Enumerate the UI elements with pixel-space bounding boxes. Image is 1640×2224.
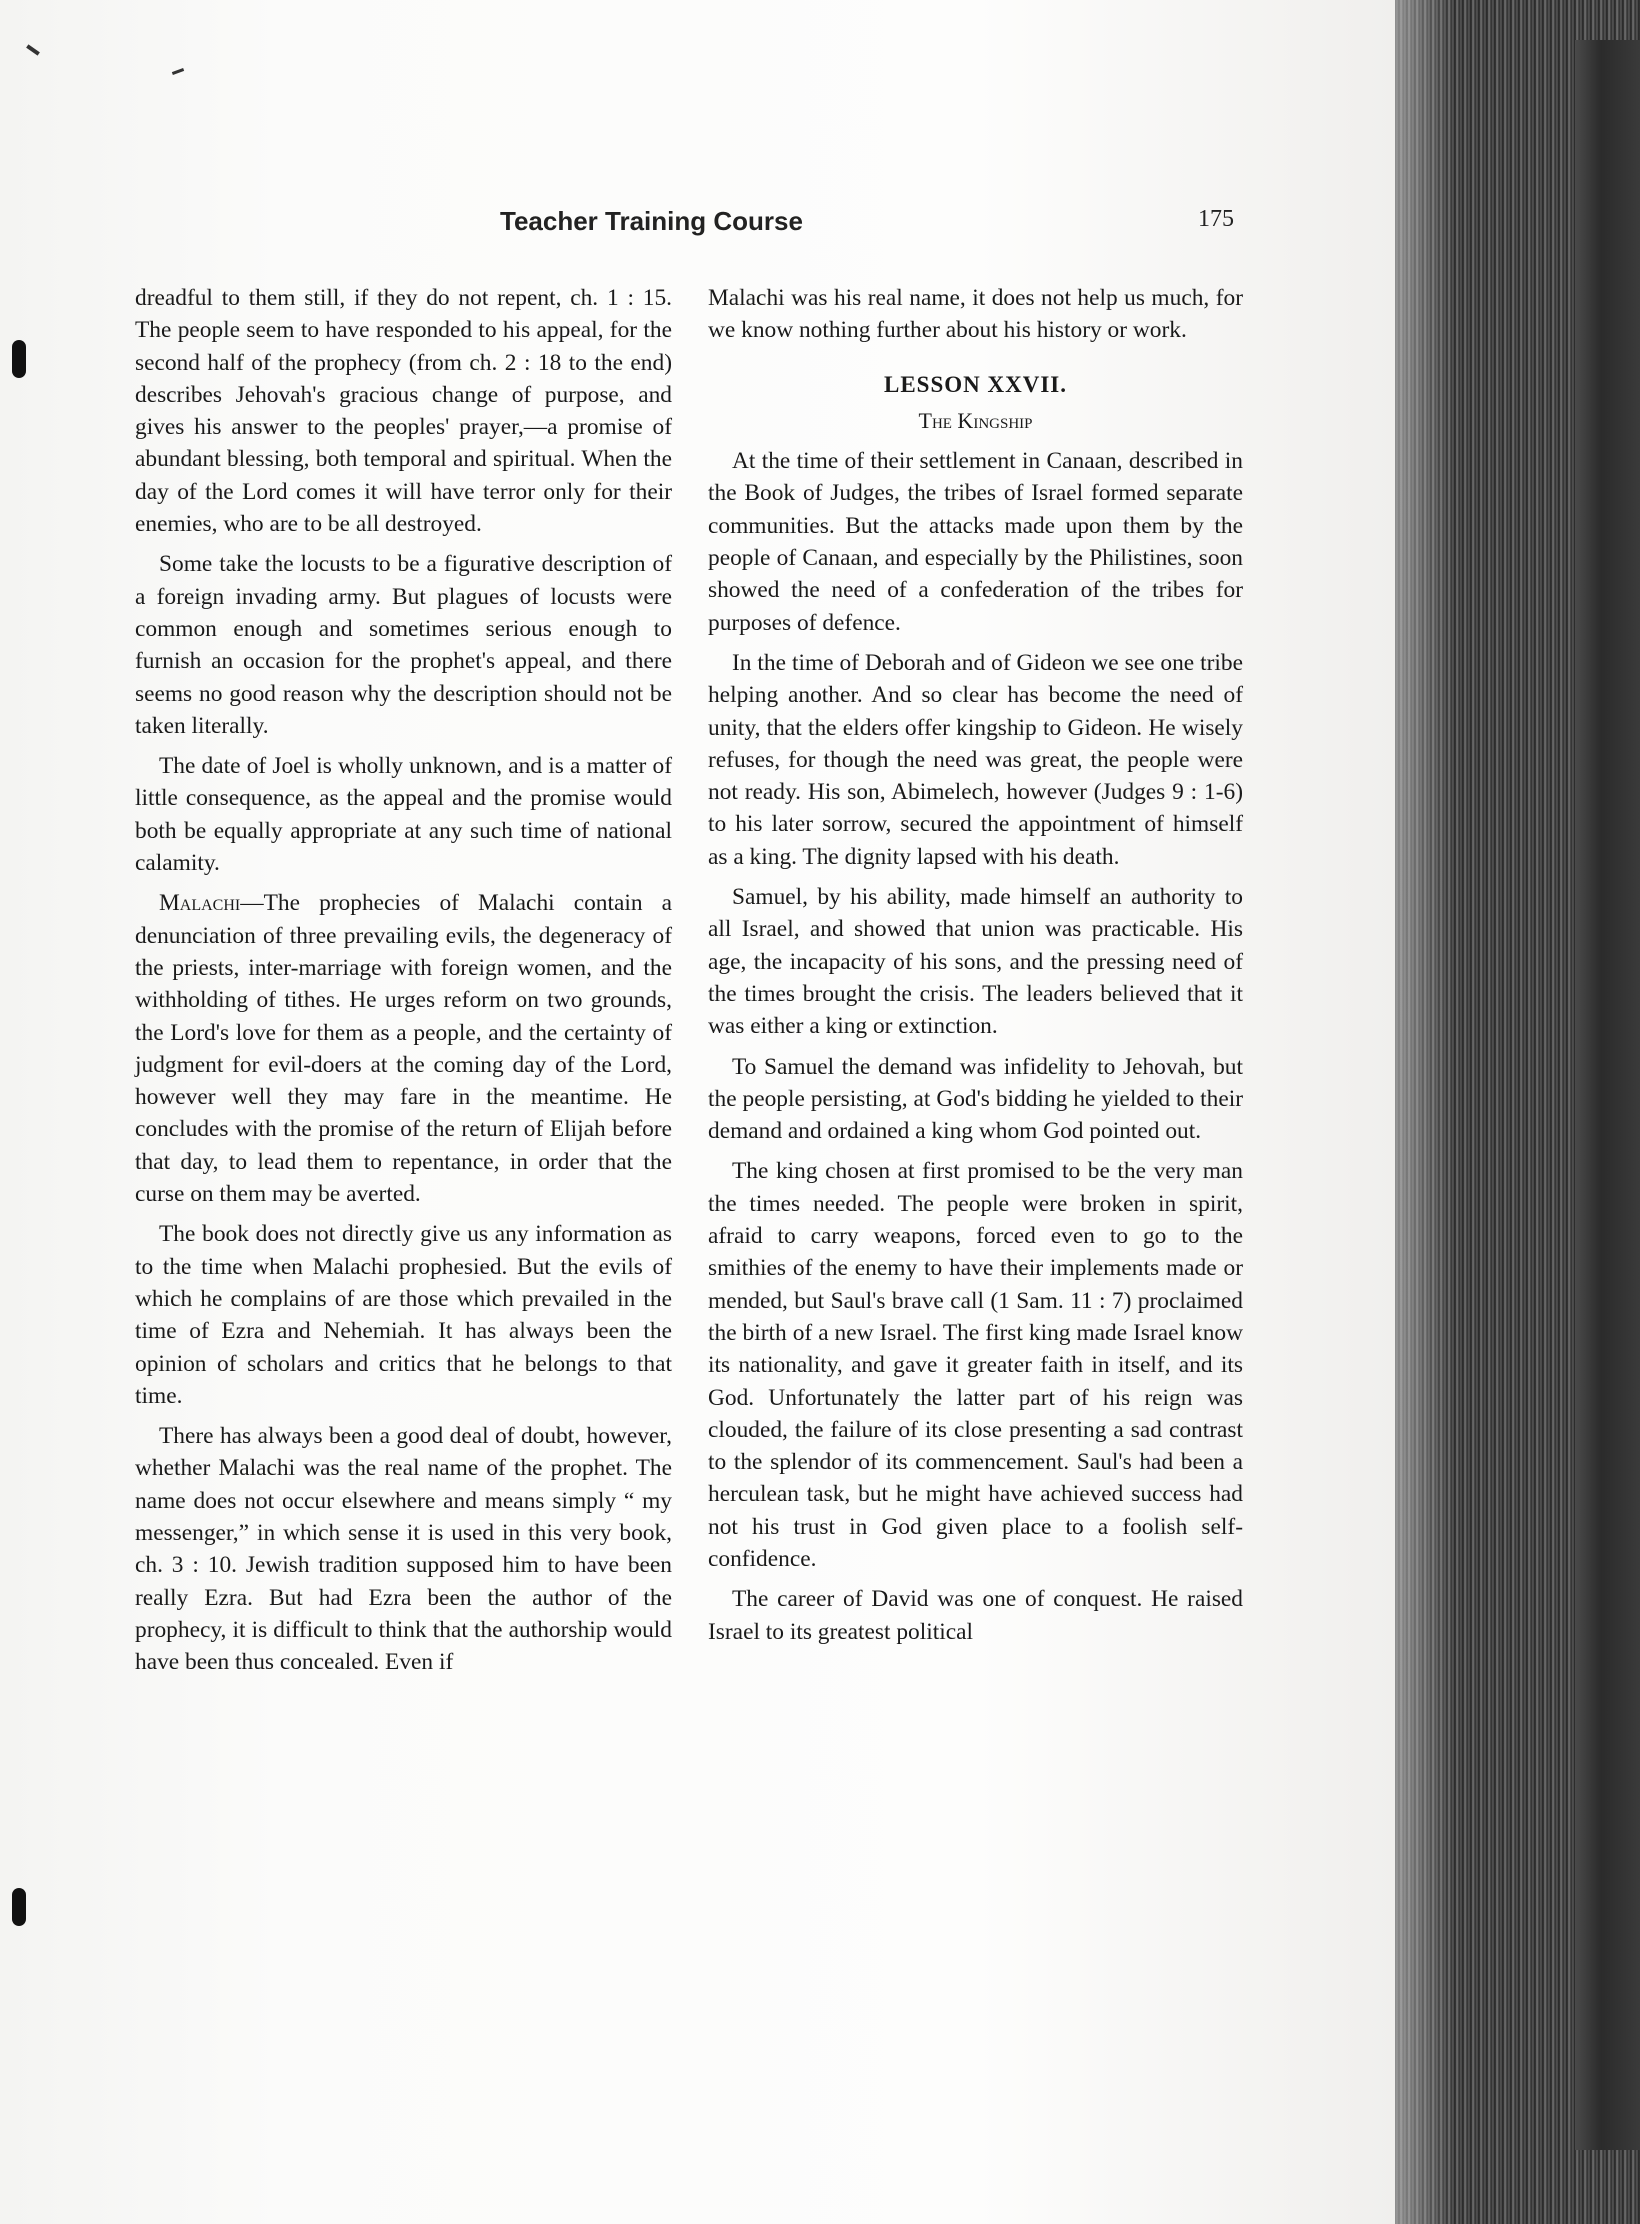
page-number: 175 [1198,206,1234,232]
paragraph: In the time of Deborah and of Gideon we see one tribe helping another. And so clear has become the need of unity, that the elders offer kingship to Gideon. He wisely refuses, for though the need was great, the people were not ready. His son, Abimelech, however (Judges 9 : 1-6) to his later sorrow, secured the appointment of himself as a king. The dignity lapsed with his death. [708,649,1243,870]
paragraph: dreadful to them still, if they do not repent, ch. 1 : 15. The people seem to have responded to his appeal, for the second half of the prophecy (from ch. 2 : 18 to the end) describes Jehovah's gracious change of purpose, and gives his answer to the peoples' prayer,—a promise of abundant blessing, both temporal and spiritual. When the day of the Lord comes it will have terror only for their enemies, who are to be all destroyed. [135,285,672,538]
paragraph: At the time of their settlement in Canaan, described in the Book of Judges, the tribes of Israel formed separate communities. But the attacks made upon them by the people of Canaan, and especially by the Philistines, soon showed the need of a confederation of the tribes for purposes of defence. [708,448,1243,636]
book-cover [1575,40,1640,2150]
malachi-text: —The prophecies of Malachi contain a denunciation of three prevailing evils, the degeneracy of the priests, inter-marriage with foreign women, and the withholding of tithes. He urges reform on two grounds, the Lord's love for them as a people, and the certainty of judgment for evil-doers at the coming day of the Lord, however well they may fare in the meantime. He concludes with the promise of the return of Elijah before that day, to lead them to repentance, in order that the curse on them may be averted. [135,890,672,1208]
paragraph: Malachi was his real name, it does not help us much, for we know nothing further about his history or work. [708,285,1243,344]
running-header: Teacher Training Course [500,206,803,236]
paragraph: The date of Joel is wholly unknown, and is a matter of little consequence, as the appeal and the promise would both be equally appropriate at any such time of national calamity. [135,753,672,877]
paragraph: The career of David was one of conquest. He raised Israel to its greatest political [708,1586,1243,1645]
binding-hole-bottom [12,1888,26,1926]
paragraph: There has always been a good deal of doubt, however, whether Malachi was the real name of the prophet. The name does not occur elsewhere and means simply “ my messenger,” in which sense it is used in this very book, ch. 3 : 10. Jewish tradition supposed him to have been really Ezra. But had Ezra been the author of the prophecy, it is difficult to think that the authorship would have been thus concealed. Even if [135,1423,672,1676]
left-column [135,282,672,1686]
paragraph: Some take the locusts to be a figurative description of a foreign invading army. But plagues of locusts were common enough and sometimes serious enough to furnish an occasion for the prophet's appeal, and there seems no good reason why the description should not be taken literally. [135,551,672,739]
right-column [708,282,1243,1656]
scan-mark [172,68,184,75]
book-page-edges [1395,0,1640,2224]
edge-shade [1395,0,1455,2224]
binding-hole-top [12,340,26,378]
lesson-heading: LESSON XXVII. [884,371,1067,397]
paragraph: To Samuel the demand was infidelity to Jehovah, but the people persisting, at God's bidding he yielded to their demand and ordained a king whom God pointed out. [708,1053,1243,1145]
paragraph-malachi [135,887,672,1210]
malachi-label: Malachi [159,890,241,917]
paragraph: Samuel, by his ability, made himself an authority to all Israel, and showed that union was practicable. His age, the incapacity of his sons, and the pressing need of the times brought the crisis. The leaders believed that it was either a king or extinction. [708,884,1243,1040]
lesson-subheading: The Kingship [918,407,1033,433]
paragraph: The book does not directly give us any information as to the time when Malachi prophesied. But the evils of which he complains of are those which prevailed in the time of Ezra and Nehemiah. It has always been the opinion of scholars and critics that he belongs to that time. [135,1221,672,1409]
paragraph: The king chosen at first promised to be the very man the times needed. The people were broken in spirit, afraid to carry weapons, forced even to go to the smithies of the enemy to have their implements made or mended, but Saul's brave call (1 Sam. 11 : 7) proclaimed the birth of a new Israel. The first king made Israel know its nationality, and gave it greater faith in itself, and its God. Unfortunately the latter part of his reign was clouded, the failure of its close presenting a sad contrast to the splendor of its commencement. Saul's had been a herculean task, but he might have achieved success had not his trust in God given place to a foolish self-confidence. [708,1158,1243,1572]
scan-mark [26,44,40,55]
